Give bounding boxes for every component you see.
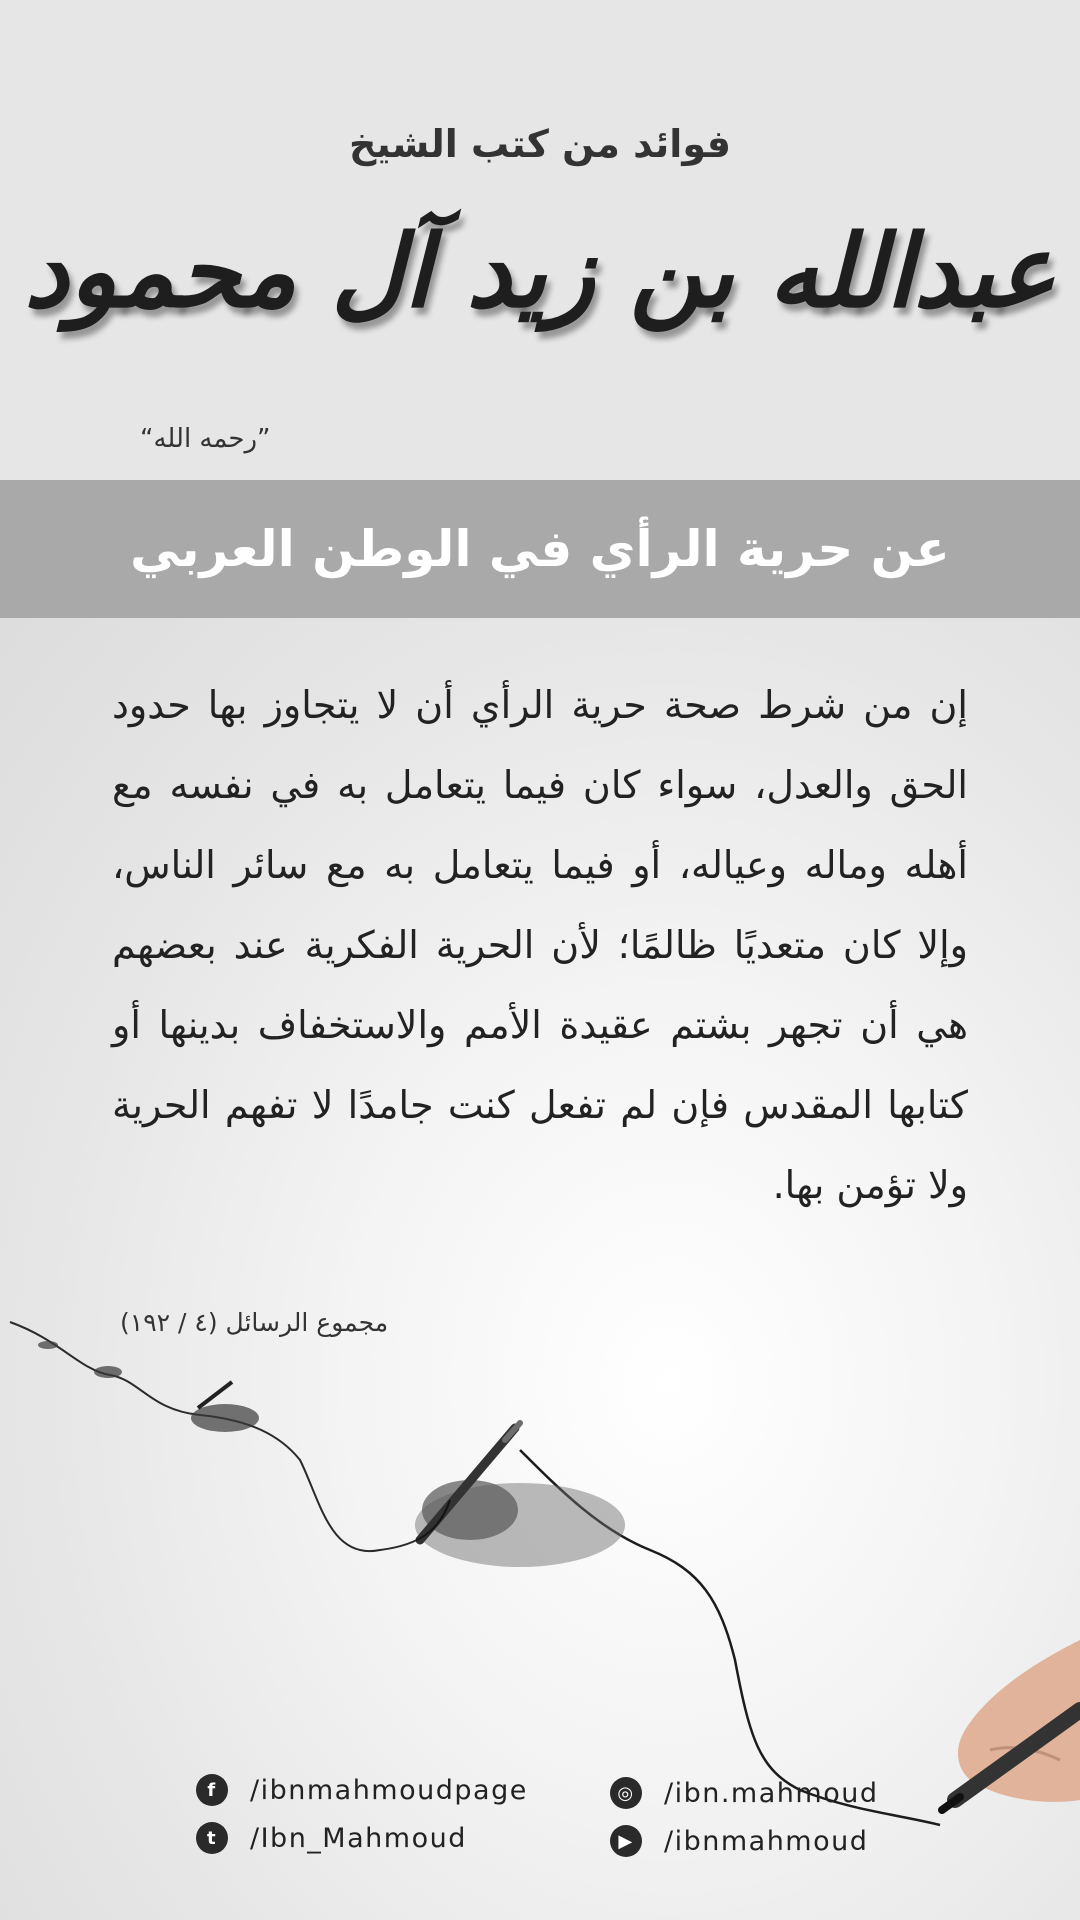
twitter-icon: t — [196, 1822, 228, 1854]
title-banner — [0, 480, 1080, 618]
twitter-handle[interactable]: /Ibn_Mahmoud — [250, 1822, 467, 1854]
instagram-handle[interactable]: /ibn.mahmoud — [664, 1777, 879, 1809]
social-twitter[interactable] — [196, 1822, 467, 1854]
sheikh-name-calligraphy: عبدالله بن زيد آل محمود — [24, 212, 1056, 330]
honorific-text: ”رحمه الله“ — [140, 424, 271, 454]
hand-drawing-illustration — [0, 1300, 1080, 1860]
quote-source: مجموع الرسائل (٤ / ١٩٢) — [120, 1308, 389, 1337]
social-youtube[interactable] — [610, 1825, 868, 1857]
youtube-icon: ▶ — [610, 1825, 642, 1857]
instagram-icon: ◎ — [610, 1777, 642, 1809]
banner-title: عن حرية الرأي في الوطن العربي — [130, 520, 950, 578]
facebook-icon: f — [196, 1774, 228, 1806]
facebook-handle[interactable]: /ibnmahmoudpage — [250, 1774, 528, 1806]
youtube-handle[interactable]: /ibnmahmoud — [664, 1825, 869, 1857]
header-subtitle: فوائد من كتب الشيخ — [348, 122, 732, 166]
social-facebook[interactable] — [196, 1774, 528, 1806]
social-instagram[interactable] — [610, 1777, 878, 1809]
quote-text: إن من شرط صحة حرية الرأي أن لا يتجاوز بها حدود الحق والعدل، سواء كان فيما يتعامل به في نفسه مع أهله وماله وعياله، أو فيما يتعامل به مع سائر الناس، وإلا كان متعديًا ظالمًا؛ لأن الحرية الفكرية عند بعضهم هي أن تجهر بشتم عقيدة الأمم والاستخفاف بدينها أو كتابها المقدس فإن لم تفعل كنت جامدًا لا تفهم الحرية ولا تؤمن بها. — [112, 683, 968, 1207]
